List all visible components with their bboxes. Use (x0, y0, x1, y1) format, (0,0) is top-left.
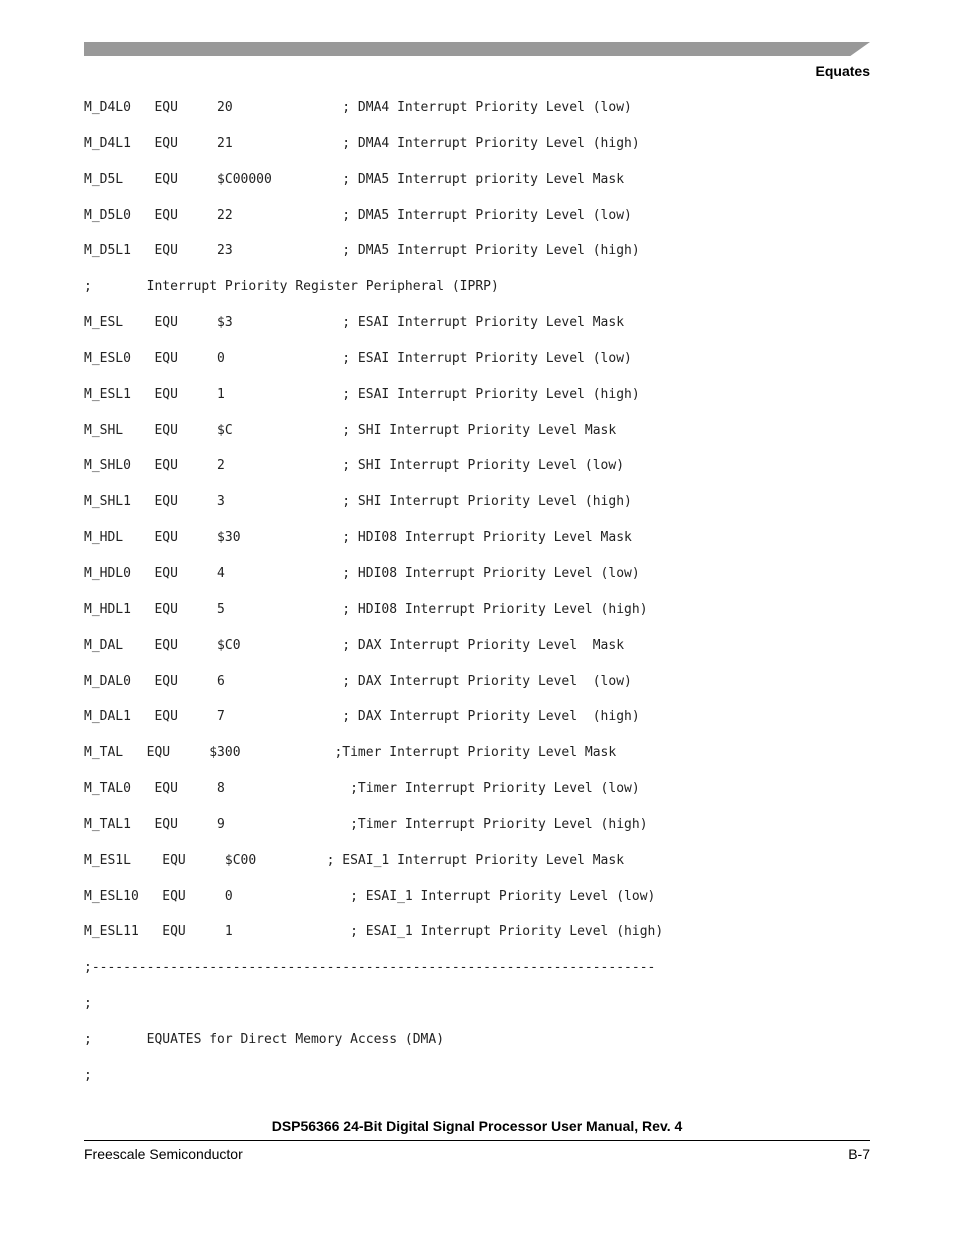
code-line: M_SHL0 EQU 2 ; SHI Interrupt Priority Level (low) (84, 458, 625, 474)
code-line: M_HDL EQU $30 ; HDI08 Interrupt Priority Level Mask (84, 530, 632, 546)
code-listing (84, 94, 874, 1098)
code-line: M_ESL1 EQU 1 ; ESAI Interrupt Priority Level (high) (84, 386, 640, 402)
code-line: M_DAL0 EQU 6 ; DAX Interrupt Priority Level (low) (84, 673, 632, 689)
code-line: M_D4L1 EQU 21 ; DMA4 Interrupt Priority Level (high) (84, 135, 640, 151)
code-line: ; EQUATES for Direct Memory Access (DMA) (84, 1031, 445, 1047)
code-line: M_ESL11 EQU 1 ; ESAI_1 Interrupt Priority Level (high) (84, 924, 664, 940)
code-line: M_D4L0 EQU 20 ; DMA4 Interrupt Priority Level (low) (84, 100, 632, 115)
code-line: M_TAL0 EQU 8 ;Timer Interrupt Priority Level (low) (84, 781, 640, 797)
code-line: M_DAL1 EQU 7 ; DAX Interrupt Priority Level (high) (84, 709, 640, 725)
section-title: Equates (815, 63, 870, 79)
header-bar (84, 42, 870, 56)
code-line: ;------------------------------------------------------------------------ (84, 960, 656, 976)
code-line: M_SHL1 EQU 3 ; SHI Interrupt Priority Level (high) (84, 494, 632, 510)
code-line: M_ES1L EQU $C00 ; ESAI_1 Interrupt Priority Level Mask (84, 852, 625, 868)
footer-divider (84, 1140, 870, 1141)
code-line: M_TAL1 EQU 9 ;Timer Interrupt Priority Level (high) (84, 816, 648, 832)
code-line: M_SHL EQU $C ; SHI Interrupt Priority Level Mask (84, 422, 617, 438)
code-line: M_D5L0 EQU 22 ; DMA5 Interrupt Priority Level (low) (84, 207, 632, 223)
code-line: M_D5L1 EQU 23 ; DMA5 Interrupt Priority Level (high) (84, 243, 640, 259)
code-line: M_TAL EQU $300 ;Timer Interrupt Priority Level Mask (84, 745, 617, 761)
code-line: M_ESL0 EQU 0 ; ESAI Interrupt Priority Level (low) (84, 350, 632, 366)
footer-doc-title: DSP56366 24-Bit Digital Signal Processor User Manual, Rev. 4 (271, 1118, 683, 1134)
code-line: ; (84, 1067, 92, 1083)
code-line: M_HDL0 EQU 4 ; HDI08 Interrupt Priority Level (low) (84, 565, 640, 581)
footer-company: Freescale Semiconductor (84, 1146, 243, 1162)
page-number: B-7 (848, 1146, 870, 1162)
code-line: M_DAL EQU $C0 ; DAX Interrupt Priority Level Mask (84, 637, 625, 653)
code-line: M_ESL EQU $3 ; ESAI Interrupt Priority Level Mask (84, 315, 625, 331)
code-line: M_ESL10 EQU 0 ; ESAI_1 Interrupt Priority Level (low) (84, 888, 656, 904)
code-line: M_D5L EQU $C00000 ; DMA5 Interrupt priority Level Mask (84, 171, 625, 187)
code-line: ; Interrupt Priority Register Peripheral (IPRP) (84, 279, 499, 295)
code-line: M_HDL1 EQU 5 ; HDI08 Interrupt Priority Level (high) (84, 601, 648, 617)
code-line: ; (84, 996, 92, 1012)
